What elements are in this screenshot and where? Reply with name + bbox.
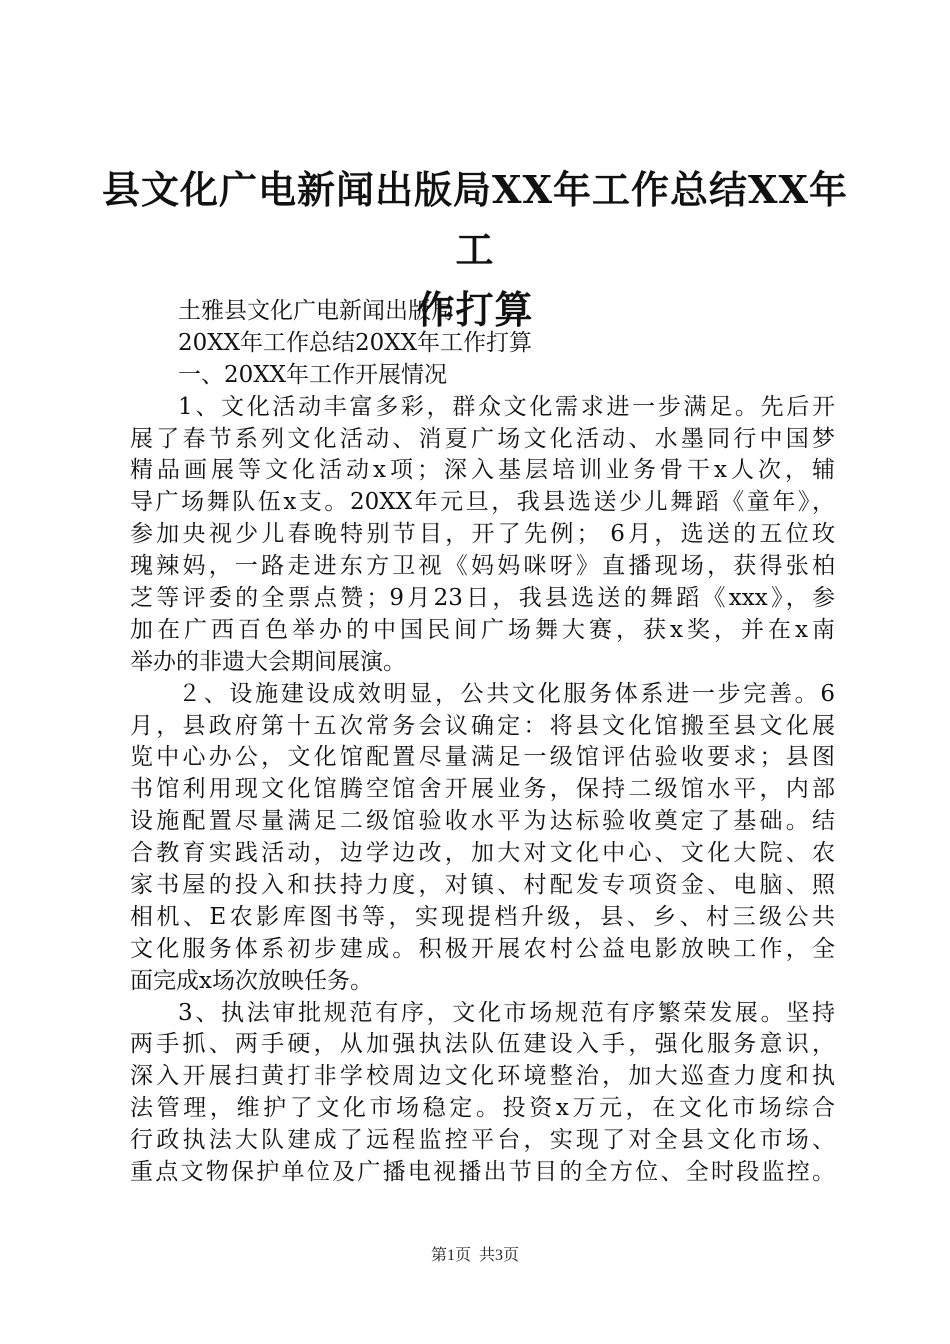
page-footer: [0, 1242, 950, 1265]
paragraph-line: 月，县政府第十五次常务会议确定：将县文化馆搬至县文化展: [130, 712, 835, 739]
paragraph-line: 两手抓、两手硬，从加强执法队伍建设入手，强化服务意识，: [130, 1031, 835, 1058]
page-number: 第1页: [430, 1247, 471, 1264]
paragraph-line: 览中心办公，文化馆配置尽量满足一级馆评估验收要求；县图: [130, 744, 835, 771]
title-line-1: 县文化广电新闻出版局XX年工作总结XX年工: [102, 167, 848, 272]
paragraph-line: 20XX年工作总结20XX年工作打算: [178, 329, 533, 356]
paragraph-line: 芝等评委的全票点赞；9月23日，我县选送的舞蹈《xxx》，参: [130, 585, 835, 612]
paragraph-line: 相机、E农影库图书等，实现提档升级，县、乡、村三级公共: [130, 903, 835, 930]
paragraph-line: 1、文化活动丰富多彩，群众文化需求进一步满足。先后开: [178, 393, 835, 420]
paragraph-line: 家书屋的投入和扶持力度，对镇、村配发专项资金、电脑、照: [130, 872, 835, 899]
paragraph-line: 行政执法大队建成了远程监控平台，实现了对全县文化市场、: [130, 1127, 835, 1154]
paragraph-line: 设施配置尽量满足二级馆验收水平为达标验收奠定了基础。结: [130, 808, 835, 835]
paragraph-line: 一、20XX年工作开展情况: [178, 361, 448, 388]
paragraph-line: ２、设施建设成效明显，公共文化服务体系进一步完善。6: [178, 680, 835, 707]
paragraph-line: 展了春节系列文化活动、消夏广场文化活动、水墨同行中国梦: [130, 425, 835, 452]
paragraph-line: 参加央视少儿春晚特别节目，开了先例； 6月，选送的五位玫: [130, 521, 835, 548]
paragraph-line: 精品画展等文化活动x项；深入基层培训业务骨干x人次，辅: [130, 457, 835, 484]
paragraph-line: 3、执法审批规范有序，文化市场规范有序繁荣发展。坚持: [178, 999, 835, 1026]
paragraph-line: 举办的非遗大会期间展演。: [130, 648, 406, 675]
title-line-2: 作打算: [416, 287, 534, 332]
paragraph-line: 法管理，维护了文化市场稳定。投资x万元，在文化市场综合: [130, 1095, 835, 1122]
paragraph-line: 合教育实践活动，边学边改，加大对文化中心、文化大院、农: [130, 840, 835, 867]
paragraph-line: 瑰辣妈，一路走进东方卫视《妈妈咪呀》直播现场，获得张柏: [130, 553, 835, 580]
page-total: 共3页: [479, 1247, 520, 1264]
paragraph-line: 加在广西百色举办的中国民间广场舞大赛，获x奖，并在x南: [130, 616, 835, 643]
paragraph-line: 重点文物保护单位及广播电视播出节目的全方位、全时段监控。: [130, 1159, 835, 1186]
paragraph-line: 文化服务体系初步建成。积极开展农村公益电影放映工作，全: [130, 935, 835, 962]
paragraph-line: 深入开展扫黄打非学校周边文化环境整治，加大巡查力度和执: [130, 1063, 835, 1090]
paragraph-line: 面完成x场次放映任务。: [130, 967, 373, 994]
paragraph-line: 土雅县文化广电新闻出版局: [178, 298, 454, 324]
paragraph-line: 导广场舞队伍x支。20XX年元旦，我县选送少儿舞蹈《童年》，: [130, 489, 835, 516]
paragraph-line: 书馆利用现文化馆腾空馆舍开展业务，保持二级馆水平，内部: [130, 776, 835, 803]
document-body: [130, 296, 835, 1189]
